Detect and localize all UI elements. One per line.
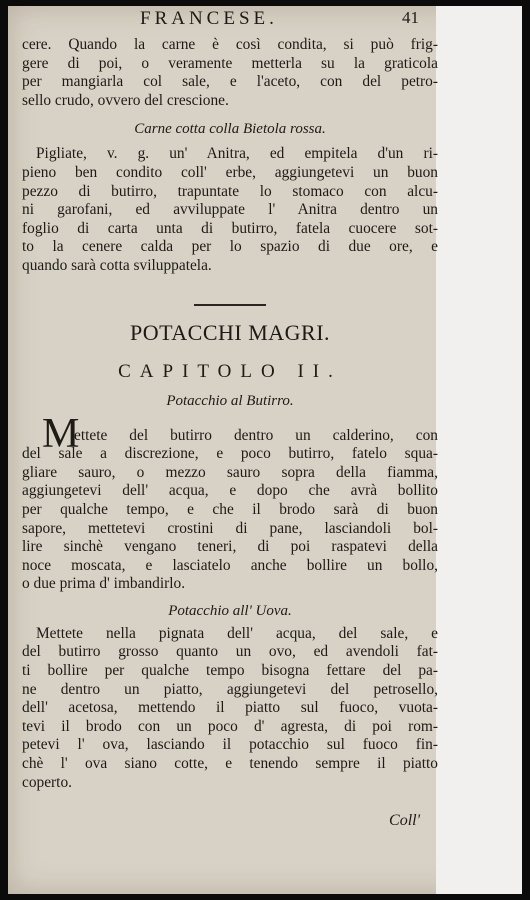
text-line: coperto. xyxy=(22,773,72,791)
text-line: o due prima d' imbandirlo. xyxy=(22,575,186,593)
running-header xyxy=(22,6,438,36)
text-line: tevi il brodo con un poco d' agresta, di poi rom- xyxy=(22,717,438,735)
recipe-subheading: Carne cotta colla Bietola rossa. xyxy=(134,121,326,138)
recipe-subheading: Potacchio all' Uova. xyxy=(168,602,292,619)
text-block xyxy=(22,6,438,830)
text-line: gliare sauro, o mezzo sauro sopra della fiamma, xyxy=(22,463,438,481)
text-line: aggiungetevi dell' acqua, e dopo che avrà bollito xyxy=(22,482,438,500)
paragraph-2 xyxy=(22,145,438,275)
catchword: Coll' xyxy=(389,812,420,830)
paragraph-3 xyxy=(22,410,438,594)
text-line: ne dentro un piatto, aggiungetevi del petrosello, xyxy=(22,680,438,698)
text-line: pieno ben condito coll' erbe, aggiungetevi un buon xyxy=(22,163,438,181)
paragraph-1 xyxy=(22,36,438,110)
text-line: sello crudo, ovvero del crescione. xyxy=(22,91,229,109)
text-line: foglio di carta unta di butirro, fatela cuocere sot- xyxy=(22,219,438,237)
text-line: del sale a discrezione, e poco butirro, fatelo squa- xyxy=(22,445,438,463)
text-line: dell' acetosa, mettendo il piatto sul fuoco, vuota- xyxy=(22,699,438,717)
running-title: FRANCESE. xyxy=(140,8,278,29)
text-line: ti bollire per qualche tempo bisogna fettare del pa- xyxy=(22,662,438,680)
text-line: chè l' ova siano cotte, e tenendo sempre il piatto xyxy=(22,755,438,773)
paragraph-4 xyxy=(22,625,438,792)
text-line: noce moscata, e lasciatelo anche bollire un bollo, xyxy=(22,556,438,574)
text-line: to la cenere calda per lo spazio di due ore, e xyxy=(22,238,438,256)
drop-cap: M xyxy=(42,410,80,457)
page-number: 41 xyxy=(402,8,419,27)
recipe-subheading: Potacchio al Butirro. xyxy=(166,392,294,409)
text-line: per qualche tempo, e che il brodo sarà di buon xyxy=(22,500,438,518)
page-margin xyxy=(436,6,522,894)
text-line: per mangiarla col sale, e l'aceto, con del petro- xyxy=(22,73,438,91)
text-line: pezzo di butirro, trapuntate lo stomaco con alcu- xyxy=(22,182,438,200)
text-line: Pigliate, v. g. un' Anitra, ed empitela d'un ri- xyxy=(36,145,438,163)
text-line: petevi l' ova, lasciando il potacchio sul fuoco fin- xyxy=(22,736,438,754)
chapter-heading: CAPITOLO II. xyxy=(118,360,342,382)
text-line: quando sarà cotta sviluppatela. xyxy=(22,256,212,274)
text-line: ni garofani, ed avviluppate l' Anitra dentro un xyxy=(22,201,438,219)
text-line: gere di poi, o veramente metterla su la graticola xyxy=(22,54,438,72)
text-line: Mettete nella pignata dell' acqua, del sale, e xyxy=(36,624,438,642)
book-page xyxy=(8,6,522,894)
text-line: lire sinchè vengano teneri, di poi raspatevi della xyxy=(22,538,438,556)
text-line: cere. Quando la carne è così condita, si può frig- xyxy=(22,36,438,53)
text-line: sapore, mettetevi crostini di pane, lasciandoli bol- xyxy=(22,519,438,537)
text-line: del butirro grosso quanto un ovo, ed avendoli fat- xyxy=(22,643,438,661)
section-title: POTACCHI MAGRI. xyxy=(129,319,331,345)
text-line: ettete del butirro dentro un calderino, con xyxy=(74,426,438,444)
